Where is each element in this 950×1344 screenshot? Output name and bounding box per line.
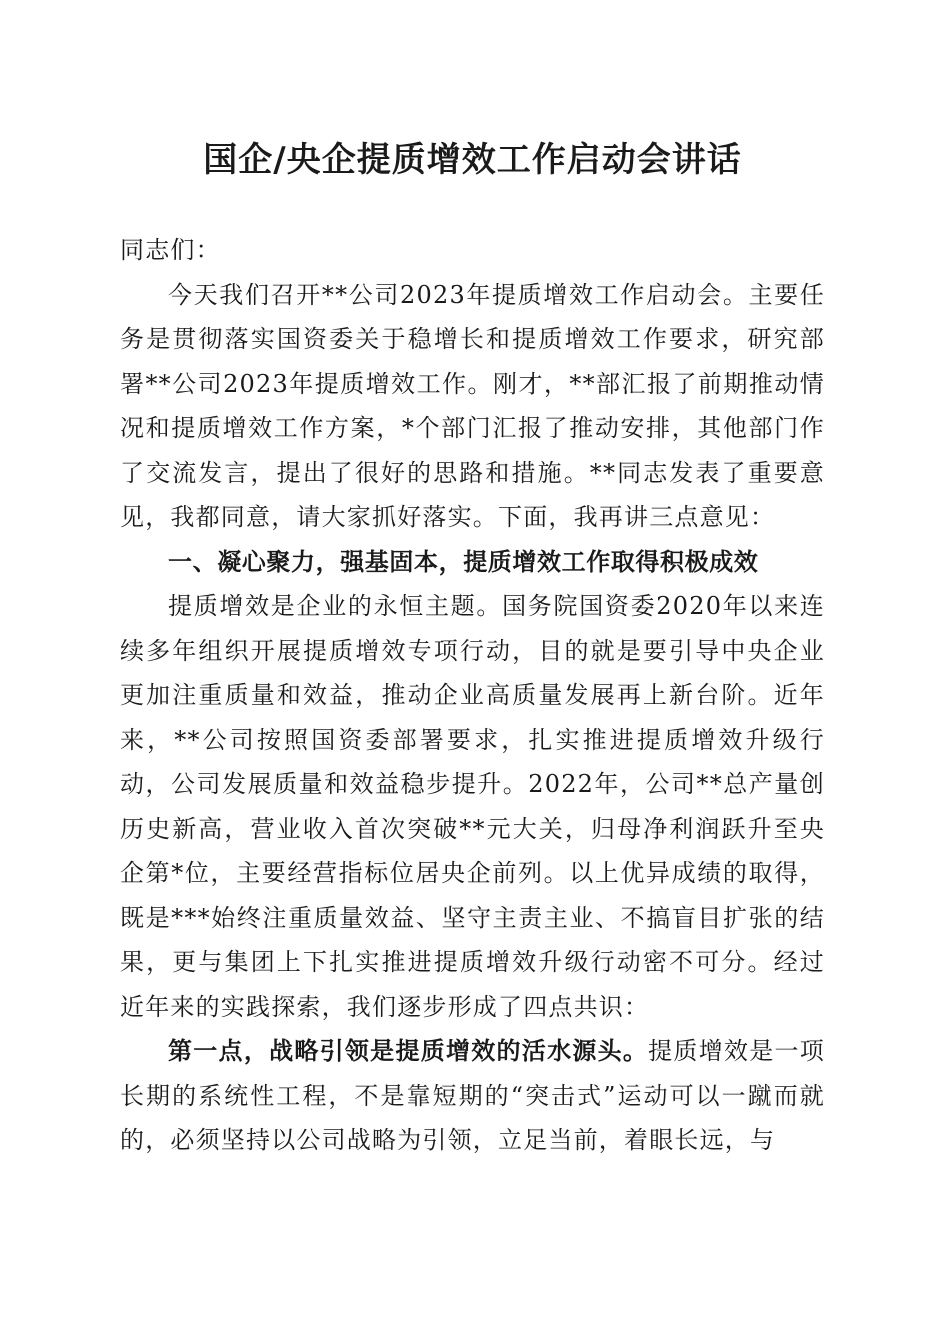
- document-page: [120, 130, 825, 1163]
- point-one-body: 提质增效是一项长期的系统性工程，不是靠短期的“突击式”运动可以一蹴而就的，必须坚持以公司战略为引领，立足当前，着眼长远，与: [120, 1037, 825, 1154]
- greeting: 同志们：: [120, 236, 221, 264]
- paragraph-point-one: [120, 1029, 825, 1163]
- section-heading-1: 一、凝心聚力，强基固本，提质增效工作取得积极成效: [168, 547, 759, 576]
- paragraph-achievements: 提质增效是企业的永恒主题。国务院国资委2020年以来连续多年组织开展提质增效专项行动，目的就是要引导中央企业更加注重质量和效益，推动企业高质量发展再上新台阶。近年来，**公司按照国资委部署要求，扎实推进提质增效升级行动，公司发展质量和效益稳步提升。2022年，公司**总产量创历史新高，营业收入首次突破**元大关，归母净利润跃升至央企第*位，主要经营指标位居央企前列。以上优异成绩的取得，既是***始终注重质量效益、坚守主责主业、不搞盲目扩张的结果，更与集团上下扎实推进提质增效升级行动密不可分。经过近年来的实践探索，我们逐步形成了四点共识：: [120, 592, 825, 1021]
- paragraph-intro: 今天我们召开**公司2023年提质增效工作启动会。主要任务是贯彻落实国资委关于稳增长和提质增效工作要求，研究部署**公司2023年提质增效工作。刚才，**部汇报了前期推动情况和提质增效工作方案，*个部门汇报了推动安排，其他部门作了交流发言，提出了很好的思路和措施。**同志发表了重要意见，我都同意，请大家抓好落实。下面，我再讲三点意见：: [120, 280, 825, 531]
- document-title: 国企/央企提质增效工作启动会讲话: [203, 140, 742, 180]
- point-one-lead: 第一点，战略引领是提质增效的活水源头。: [168, 1036, 649, 1065]
